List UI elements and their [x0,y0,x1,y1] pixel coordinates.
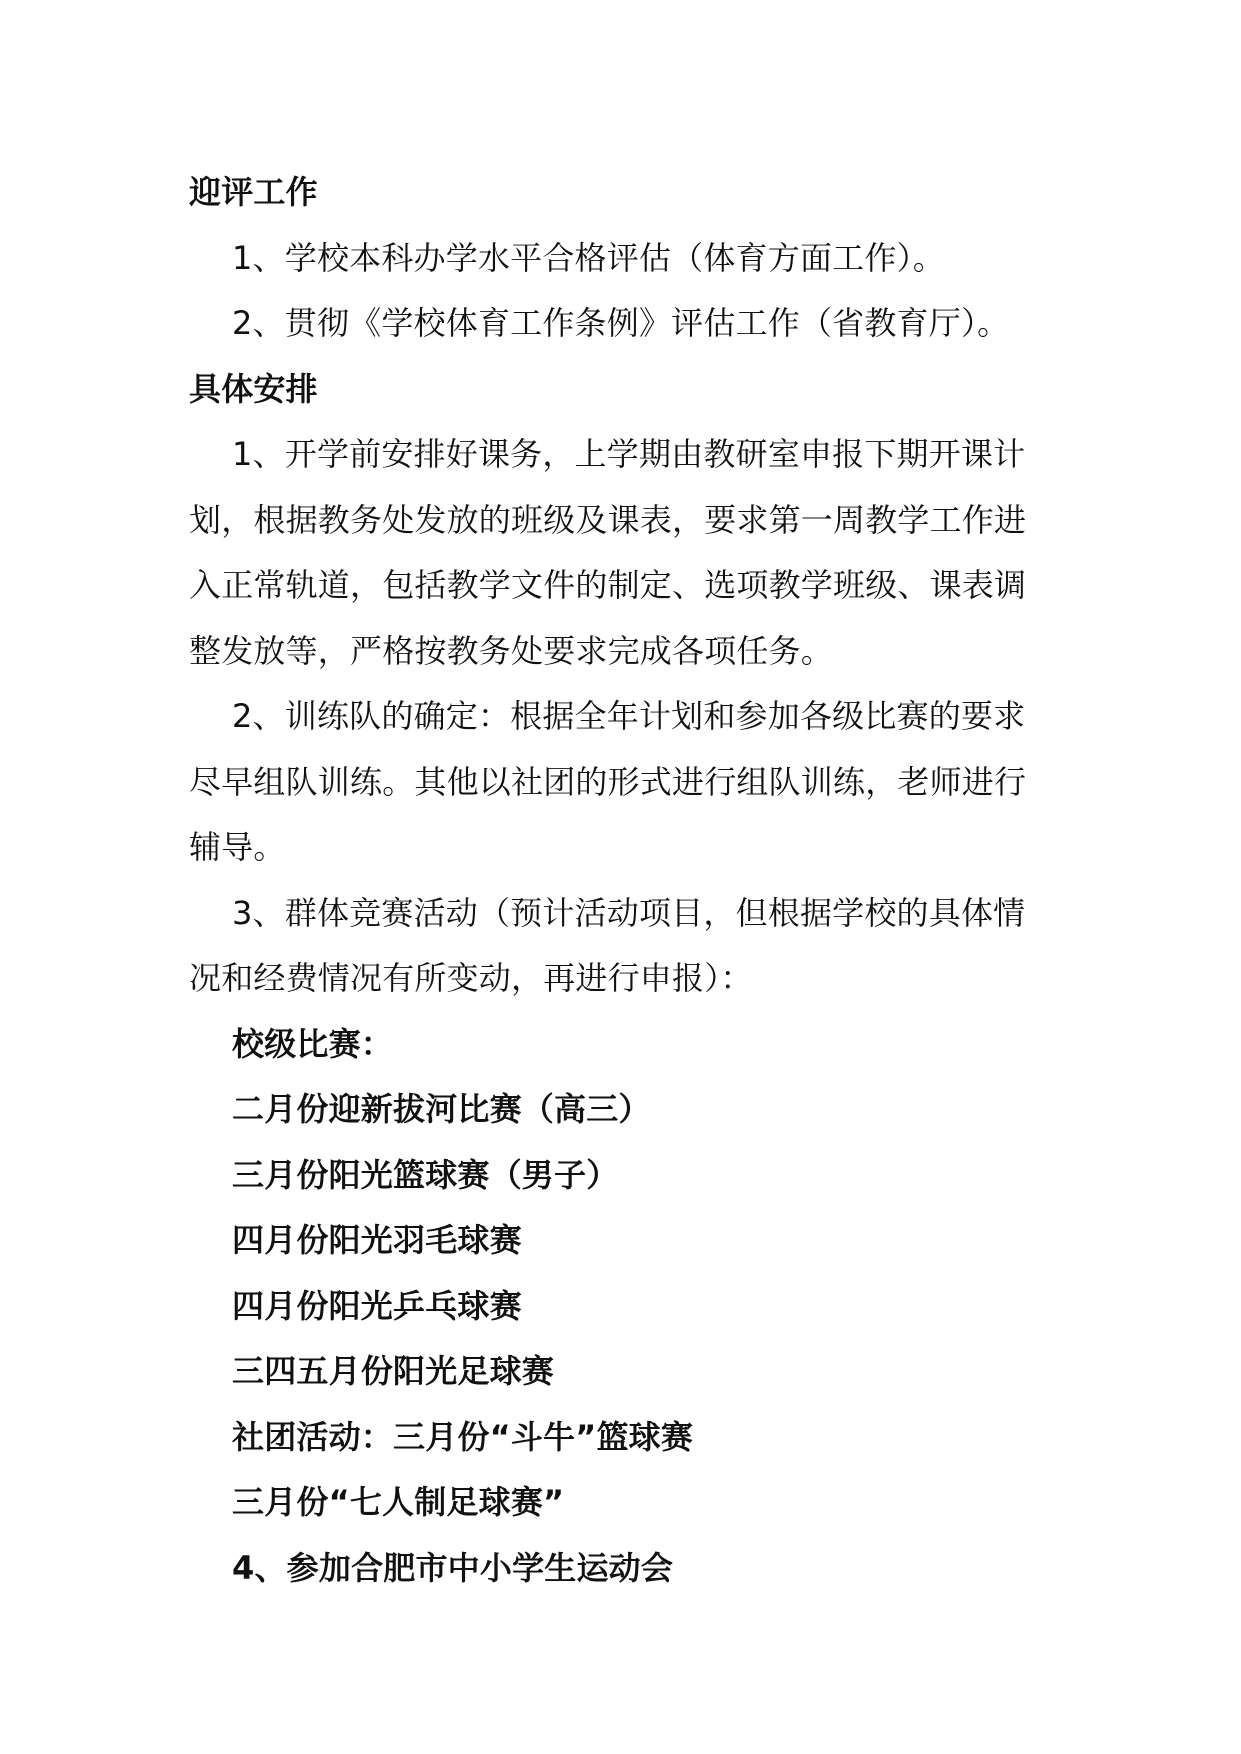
section-heading-arrangement: 具体安排 [189,369,318,408]
arrangement-para2-line3: 辅导。 [189,828,286,866]
competition-item: 社团活动：三月份“斗牛”篮球赛 [232,1417,694,1456]
arrangement-para3-line2: 况和经费情况有所变动，再进行申报）： [189,959,753,997]
document-page [189,160,1069,1601]
arrangement-para1-line3: 入正常轨道，包括教学文件的制定、选项教学班级、课表调 [189,566,1027,604]
competition-item: 4、参加合肥市中小学生运动会 [232,1548,674,1587]
competition-item: 四月份阳光羽毛球赛 [232,1221,522,1259]
arrangement-para1-line1: 1、开学前安排好课务，上学期由教研室申报下期开课计 [232,435,1026,473]
competition-item: 四月份阳光乒乓球赛 [232,1286,522,1325]
arrangement-para2-line2: 尽早组队训练。其他以社团的形式进行组队训练，老师进行 [189,762,1027,801]
arrangement-para1-line2: 划，根据教务处发放的班级及课表，要求第一周教学工作进 [189,500,1027,539]
arrangement-para2-line1: 2、训练队的确定：根据全年计划和参加各级比赛的要求 [232,697,1026,735]
competition-item: 校级比赛： [232,1024,394,1063]
arrangement-para1-line4: 整发放等，严格按教务处要求完成各项任务。 [189,631,834,670]
evaluation-item-2: 2、贯彻《学校体育工作条例》评估工作（省教育厅）。 [232,304,1010,342]
section-heading-evaluation: 迎评工作 [189,173,318,211]
evaluation-item-1: 1、学校本科办学水平合格评估（体育方面工作）。 [232,238,945,277]
competition-item: 三月份阳光篮球赛（男子） [232,1155,619,1194]
competition-item: 三四五月份阳光足球赛 [232,1352,555,1390]
arrangement-para3-line1: 3、群体竞赛活动（预计活动项目，但根据学校的具体情 [232,893,1026,932]
competition-item: 三月份“七人制足球赛” [232,1483,565,1521]
competition-item: 二月份迎新拔河比赛（高三） [232,1090,651,1128]
